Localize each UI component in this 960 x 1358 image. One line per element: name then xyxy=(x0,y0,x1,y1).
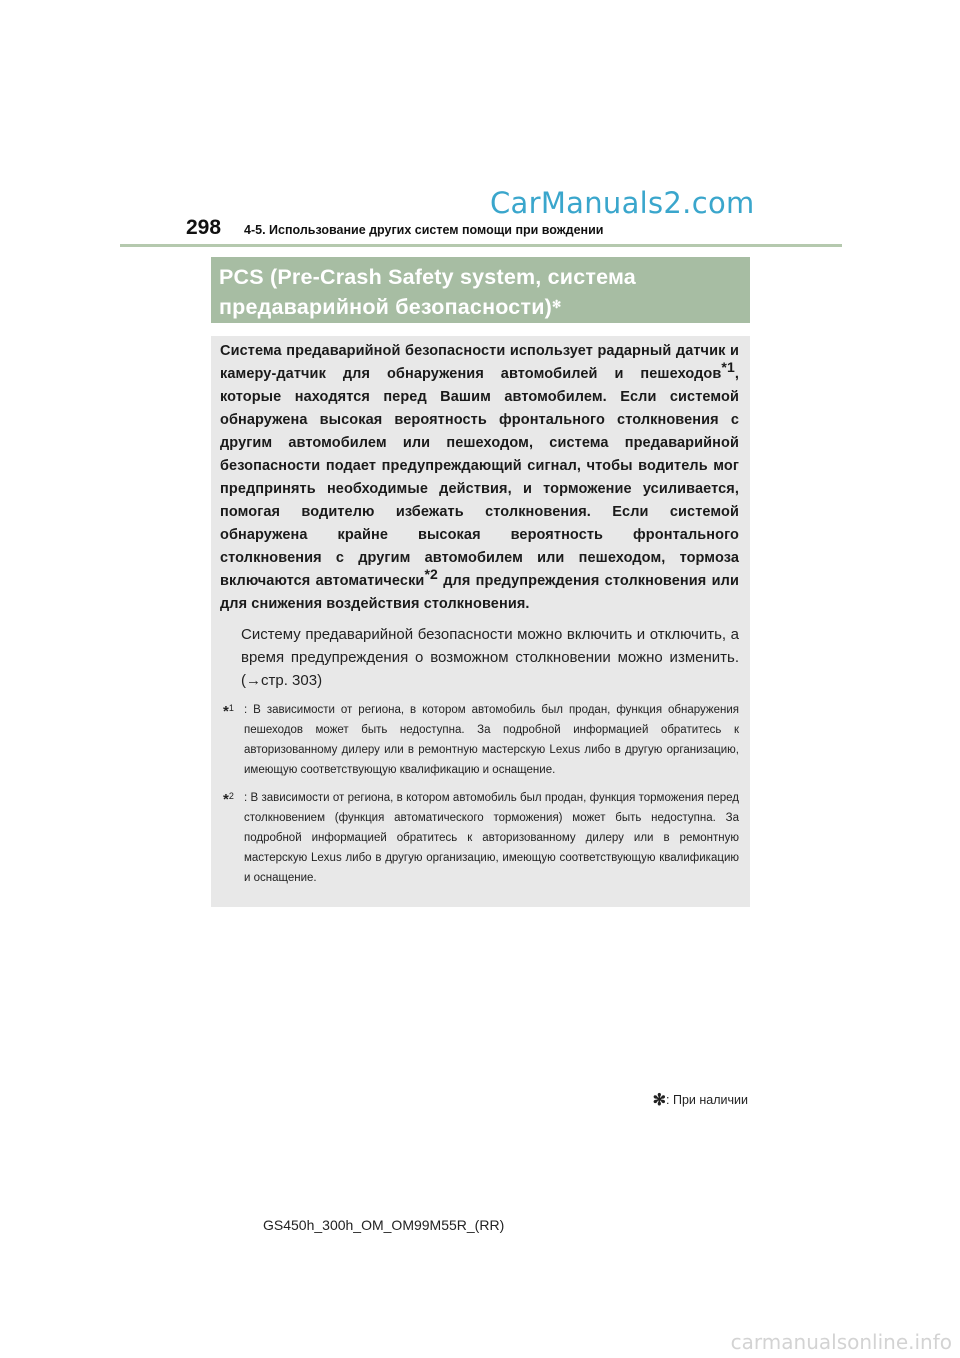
document-id: GS450h_300h_OM_OM99M55R_(RR) xyxy=(263,1217,505,1233)
intro-part1: Система предаварийной безопасности использует радарный датчик и камеру-датчик для обнаружения автомобилей и пешеходов xyxy=(220,343,739,382)
title-banner xyxy=(211,257,750,323)
availability-note xyxy=(653,1089,748,1109)
footnote-ref-1: *1 xyxy=(721,359,735,376)
page-title xyxy=(219,262,742,322)
footnote-2-asterisk: * xyxy=(223,790,229,808)
intro-paragraph xyxy=(220,340,739,616)
page-number: 298 xyxy=(186,216,222,239)
footnote-1-number: 1 xyxy=(228,703,234,713)
footnote-2 xyxy=(220,788,739,888)
settings-note: Систему предаварийной безопасности можно включить и отключить, а время предупреждения о возможном столкновении можно изменить. (→стр. 303) xyxy=(241,626,739,689)
footnote-1-marker xyxy=(223,698,234,723)
footnote-2-marker xyxy=(223,786,234,811)
footnote-2-number: 2 xyxy=(228,791,234,801)
page-title-text: PCS (Pre-Crash Safety system, система предаварийной безопасности) xyxy=(219,265,636,319)
intro-part2: , которые находятся перед Вашим автомобилем. Если системой обнаружена высокая вероятность фронтального столкновения с другим автомобилем или пешеходом, система предаварийной безопасности подает предупреждающий сигнал, чтобы водитель мог предпринять необходимые действия, и торможение усиливается, помогая водителю избежать столкновения. Если системой обнаружена крайне высокая вероятность фронтального столкновения с другим автомобилем или пешеходом, тормоза включаются автоматически xyxy=(220,366,739,589)
footnote-1 xyxy=(220,700,739,780)
footnote-1-text: : В зависимости от региона, в котором автомобиль был продан, функция обнаружения пешеходов может быть недоступна. За подробной информацией обратитесь к авторизованному дилеру или в ремонтную мастерскую Lexus либо в другую организацию, имеющую соответствующую квалификацию и оснащение. xyxy=(244,704,739,776)
availability-marker: ✻ xyxy=(652,1092,667,1109)
footnote-2-text: : В зависимости от региона, в котором автомобиль был продан, функция торможения перед столкновением (функция автоматического торможения) может быть недоступна. За подробной информацией обратитесь к авторизованному дилеру или в ремонтную мастерскую Lexus либо в другую организацию, имеющую соответствующую квалификацию и оснащение. xyxy=(244,792,739,884)
content-panel xyxy=(211,336,750,907)
watermark-logo-top[interactable]: CarManuals2.com xyxy=(490,186,755,220)
intro-part3: для предупреждения столкновения или для снижения воздействия столкновения. xyxy=(220,573,739,612)
section-header: 4-5. Использование других систем помощи при вождении xyxy=(244,223,604,237)
footnote-1-asterisk: * xyxy=(223,702,229,720)
footnote-ref-2: *2 xyxy=(424,566,438,583)
watermark-bottom[interactable]: carmanualsonline.info xyxy=(730,1330,952,1354)
header-divider xyxy=(120,244,842,247)
title-marker: ✻ xyxy=(551,299,562,311)
availability-text: : При наличии xyxy=(666,1093,748,1107)
